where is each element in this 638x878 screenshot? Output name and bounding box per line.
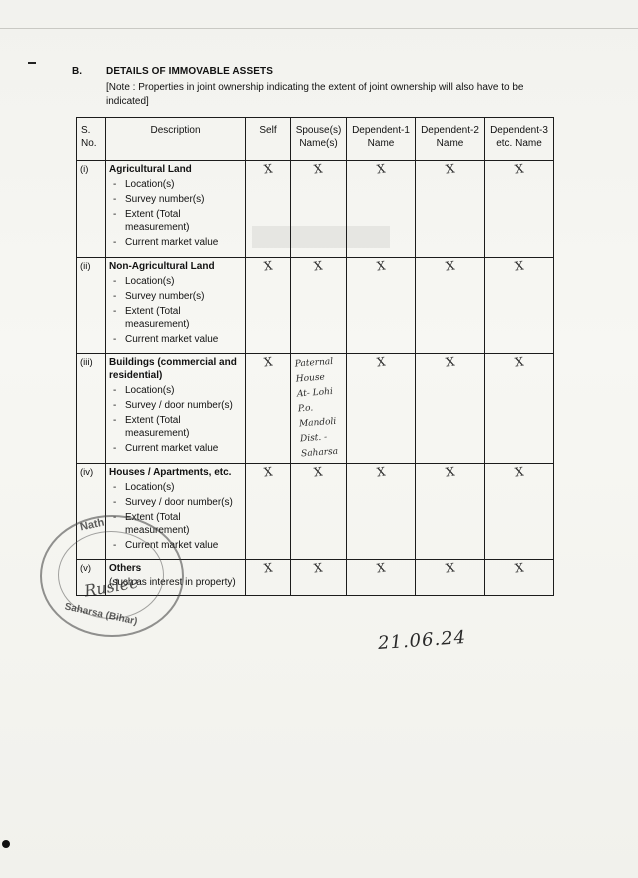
scan-edge-line [0,28,638,29]
row-sno: (i) [77,161,106,258]
cross-mark: X [375,354,387,370]
dependent-3-cell [485,560,554,596]
dependent-3-cell [485,354,554,464]
category-title: Others [109,563,142,574]
cross-mark: X [375,161,387,177]
dependent-1-cell [347,161,416,258]
handwritten-line: P.o. Mandoli [297,403,337,430]
cross-mark: X [375,464,387,480]
sub-items [109,178,242,249]
punch-hole-dot [2,840,10,848]
row-description [106,258,246,354]
header-dependent-3: Dependent-3 etc. Name [485,118,554,161]
dependent-1-cell [347,354,416,464]
handwritten-line: At- Lohi [296,386,334,400]
section-letter: B. [72,66,82,77]
margin-dash [28,62,36,64]
section-title: DETAILS OF IMMOVABLE ASSETS [106,66,273,77]
header-description: Description [106,118,246,161]
header-sno: S. No. [77,118,106,161]
section-note: [Note : Properties in joint ownership indicating the extent of joint ownership will also have to be indicated] [106,82,524,107]
sub-item: - Location(s) [109,275,242,288]
sub-items [109,275,242,346]
cross-mark: X [313,464,324,480]
cross-mark: X [513,161,525,177]
handwritten-address [290,354,346,462]
cross-mark: X [375,560,387,576]
sub-item: - Survey / door number(s) [109,496,242,509]
handwritten-line: House [295,372,326,385]
self-cell [246,464,291,560]
cross-mark: X [513,560,525,576]
row-sno: (iv) [77,464,106,560]
cross-mark: X [262,354,274,370]
spouse-cell [291,354,347,464]
self-cell [246,258,291,354]
cross-mark: X [313,161,324,177]
spouse-cell [291,258,347,354]
dependent-1-cell [347,464,416,560]
dependent-3-cell [485,258,554,354]
sub-item: - Location(s) [109,178,242,191]
handwritten-date: 21.06.24 [377,626,467,655]
category-title: Agricultural Land [109,164,192,175]
dependent-3-cell [485,464,554,560]
sub-item: - Survey number(s) [109,193,242,206]
header-self: Self [246,118,291,161]
sub-item: - Current market value [109,333,242,346]
header-row [77,118,554,161]
sub-item: - Extent (Total measurement) [109,208,242,234]
cross-mark: X [313,560,324,576]
header-spouse: Spouse(s) Name(s) [291,118,347,161]
cross-mark: X [444,258,456,274]
sub-item: - Current market value [109,236,242,249]
dependent-2-cell [416,258,485,354]
sub-item: - Extent (Total measurement) [109,414,242,440]
cross-mark: X [513,354,525,370]
official-stamp [40,515,184,637]
sub-item: - Extent (Total measurement) [109,305,242,331]
cross-mark: X [262,464,274,480]
signature: Ruslee [82,572,140,601]
cross-mark: X [262,161,274,177]
row-sno: (iii) [77,354,106,464]
row-description [106,354,246,464]
cross-mark: X [444,161,456,177]
self-cell [246,560,291,596]
cross-mark: X [444,560,456,576]
dependent-2-cell [416,560,485,596]
dependent-1-cell [347,258,416,354]
dependent-2-cell [416,464,485,560]
cross-mark: X [262,258,274,274]
handwritten-line: Paternal [294,356,334,370]
cross-mark: X [444,464,456,480]
spouse-cell [291,161,347,258]
cross-mark: X [313,258,324,274]
row-sno: (ii) [77,258,106,354]
sub-item: - Current market value [109,442,242,455]
sub-item: - Survey number(s) [109,290,242,303]
cross-mark: X [262,560,274,576]
handwritten-line: Saharsa [300,446,339,460]
table-row [77,161,554,258]
stamp-bottom-text: Saharsa (Bihar) [63,601,139,628]
sub-item: - Location(s) [109,481,242,494]
sub-item: - Current market value [109,539,242,552]
category-title: Non-Agricultural Land [109,261,215,272]
dependent-1-cell [347,560,416,596]
table-row [77,258,554,354]
dependent-3-cell [485,161,554,258]
header-dependent-2: Dependent-2 Name [416,118,485,161]
category-title: Buildings (commercial and residential) [109,357,237,381]
spouse-cell [291,560,347,596]
sub-items [109,384,242,455]
cross-mark: X [513,464,525,480]
sub-item: - Location(s) [109,384,242,397]
self-cell [246,161,291,258]
cross-mark: X [444,354,456,370]
header-dependent-1: Dependent-1 Name [347,118,416,161]
sub-item: - Survey / door number(s) [109,399,242,412]
sub-item: - Extent (Total measurement) [109,511,242,537]
self-cell [246,354,291,464]
dependent-2-cell [416,354,485,464]
dependent-2-cell [416,161,485,258]
category-title: Houses / Apartments, etc. [109,467,232,478]
cross-mark: X [375,258,387,274]
category-subtext: (such as interest in property) [109,577,236,588]
cross-mark: X [513,258,525,274]
handwritten-line: Dist. - [299,432,328,445]
stamp-top-text: Nath [79,516,106,534]
spouse-cell [291,464,347,560]
table-row [77,354,554,464]
row-sno: (v) [77,560,106,596]
row-description [106,161,246,258]
